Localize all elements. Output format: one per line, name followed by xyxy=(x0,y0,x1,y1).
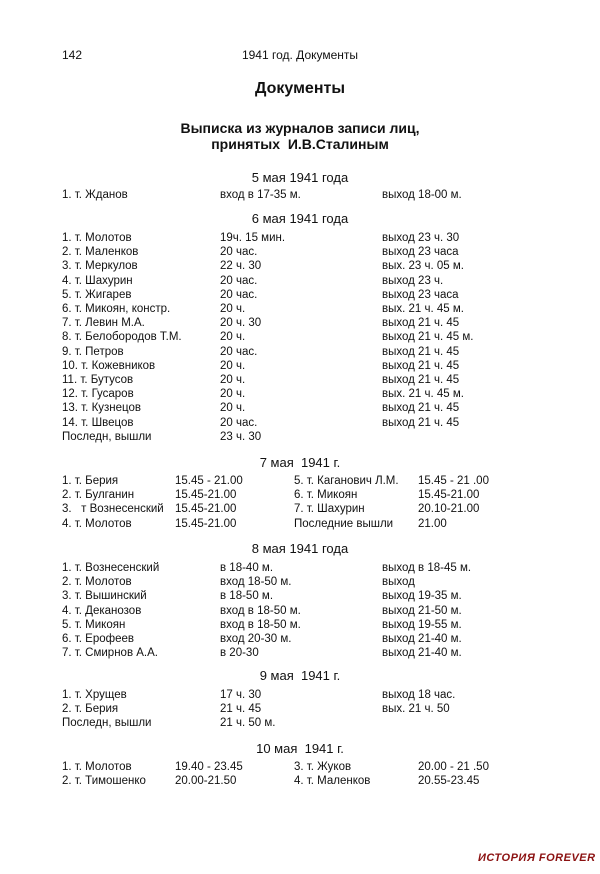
visit-time: 15.45-21.00 xyxy=(418,489,480,502)
running-title: 1941 год. Документы xyxy=(241,48,359,62)
subtitle-line-1: Выписка из журналов записи лиц, xyxy=(180,120,420,136)
visitor-name: 6. т. Микоян, констр. xyxy=(62,303,171,315)
visitor-name: 11. т. Бутусов xyxy=(62,374,134,386)
entry-time: вход в 18-50 м. xyxy=(220,604,301,617)
exit-time: выход 23 ч. 30 xyxy=(382,232,460,244)
visit-row xyxy=(0,488,600,502)
exit-time: выход 21 ч. 45 xyxy=(382,345,460,358)
visit-row xyxy=(0,618,600,632)
entry-time: 20 ч. xyxy=(220,402,246,415)
visitor-name: 2. т. Молотов xyxy=(62,576,132,589)
exit-time: вых. 21 ч. 45 м. xyxy=(382,303,464,315)
visit-row xyxy=(0,688,600,702)
visitor-name: 4. т. Деканозов xyxy=(62,604,142,617)
visitor-name: 1. т. Хрущев xyxy=(62,689,127,701)
visitor-name: 6. т. Микоян xyxy=(294,489,358,502)
entry-time: в 20-30 xyxy=(220,647,259,660)
page-number: 142 xyxy=(62,48,83,62)
visitor-name: 14. т. Швецов xyxy=(62,416,134,429)
visit-row xyxy=(0,502,600,516)
visit-row xyxy=(0,416,600,430)
visitor-name: 3. т Вознесенский xyxy=(62,503,164,516)
exit-time: выход в 18-45 м. xyxy=(382,562,472,574)
visit-row xyxy=(0,604,600,618)
exit-time: выход 21-40 м. xyxy=(382,633,462,645)
visit-row xyxy=(0,231,600,245)
exit-time: выход 21-40 м. xyxy=(382,647,462,660)
visitor-name: 13. т. Кузнецов xyxy=(62,402,141,415)
exit-time: выход xyxy=(382,576,415,589)
entry-time: 20 час. xyxy=(220,416,258,429)
exit-time: вых. 21 ч. 50 xyxy=(382,703,450,716)
document-subtitle xyxy=(0,120,600,152)
visitor-name: Последн, вышли xyxy=(62,430,152,443)
visitor-name: 10. т. Кожевников xyxy=(62,359,156,372)
visitor-name: 8. т. Белобородов Т.М. xyxy=(62,331,182,344)
visitor-name: 1. т. Вознесенский xyxy=(62,562,160,574)
section-date-heading: 6 мая 1941 года xyxy=(251,211,349,226)
visit-row xyxy=(0,302,600,316)
exit-time: выход 21 ч. 45 xyxy=(382,359,460,372)
exit-time: выход 21 ч. 45 xyxy=(382,317,460,330)
visit-time: 15.45-21.00 xyxy=(175,503,237,516)
visit-row xyxy=(0,632,600,646)
visit-row xyxy=(0,274,600,288)
visitor-name: 12. т. Гусаров xyxy=(62,388,134,401)
visit-time: 15.45-21.00 xyxy=(175,489,237,502)
visit-row xyxy=(0,589,600,603)
section-date-heading: 8 мая 1941 года xyxy=(251,541,349,556)
visit-time: 20.00 - 21 .50 xyxy=(418,761,489,773)
visit-row xyxy=(0,774,600,788)
exit-time: выход 18 час. xyxy=(382,689,456,701)
visit-row xyxy=(0,716,600,730)
entry-time: вход 18-50 м. xyxy=(220,576,292,589)
visit-row xyxy=(0,760,600,774)
visitor-name: 4. т. Маленков xyxy=(294,775,371,788)
visitor-name: 4. т. Шахурин xyxy=(62,274,133,287)
entry-time: 20 час. xyxy=(220,246,258,259)
section-date-heading: 7 мая 1941 г. xyxy=(259,455,341,470)
visit-row xyxy=(0,188,600,202)
visitor-name: 7. т. Шахурин xyxy=(294,503,365,516)
exit-time: выход 19-55 м. xyxy=(382,618,462,631)
visitor-name: 5. т. Каганович Л.М. xyxy=(294,475,399,487)
visit-time: 20.10-21.00 xyxy=(418,503,480,516)
entry-time: 21 ч. 45 xyxy=(220,703,262,716)
visit-row xyxy=(0,575,600,589)
visit-row xyxy=(0,702,600,716)
visit-time: 15.45 - 21.00 xyxy=(175,475,243,487)
entry-time: в 18-50 м. xyxy=(220,590,274,603)
entry-time: 20 час. xyxy=(220,274,258,287)
visit-time: 20.00-21.50 xyxy=(175,775,237,788)
entry-time: вход в 17-35 м. xyxy=(220,189,301,201)
entry-time: вход в 18-50 м. xyxy=(220,618,301,631)
entry-time: 20 ч. xyxy=(220,359,246,372)
entry-time: 22 ч. 30 xyxy=(220,260,262,273)
entry-time: в 18-40 м. xyxy=(220,562,274,574)
visitor-name: 1. т. Жданов xyxy=(62,189,128,201)
entry-time: 21 ч. 50 м. xyxy=(220,717,276,730)
publisher-logo: ИСТОРИЯ FOREVER xyxy=(478,852,596,864)
visit-row xyxy=(0,517,600,531)
exit-time: выход 21-50 м. xyxy=(382,604,462,617)
visitor-name: 4. т. Молотов xyxy=(62,517,132,530)
subtitle-line-2: принятых И.В.Сталиным xyxy=(211,136,389,152)
exit-time: выход 19-35 м. xyxy=(382,590,462,603)
page-title: Документы xyxy=(255,80,345,97)
visit-row xyxy=(0,316,600,330)
visit-time: 15.45 - 21 .00 xyxy=(418,475,489,487)
visitor-name: 6. т. Ерофеев xyxy=(62,633,134,645)
section-date-heading: 9 мая 1941 г. xyxy=(259,668,341,683)
visit-time: 19.40 - 23.45 xyxy=(175,761,243,773)
entry-time: 23 ч. 30 xyxy=(220,430,262,443)
visit-row xyxy=(0,359,600,373)
visitor-name: 5. т. Микоян xyxy=(62,618,126,631)
exit-time: выход 23 ч. xyxy=(382,274,444,287)
visitor-name: 7. т. Левин М.А. xyxy=(62,317,145,330)
visit-row xyxy=(0,646,600,660)
visit-row xyxy=(0,561,600,575)
entry-time: 20 час. xyxy=(220,288,258,301)
section-date-heading: 5 мая 1941 года xyxy=(251,170,349,185)
visit-time: 20.55-23.45 xyxy=(418,775,480,788)
visit-row xyxy=(0,330,600,344)
visit-row xyxy=(0,474,600,488)
visitor-name: 2. т. Берия xyxy=(62,703,119,716)
entry-time: 20 ч. xyxy=(220,374,246,386)
visitor-name: 3. т. Жуков xyxy=(294,761,352,773)
exit-time: выход 21 ч. 45 xyxy=(382,402,460,415)
visit-row xyxy=(0,373,600,387)
exit-time: вых. 21 ч. 45 м. xyxy=(382,388,464,401)
exit-time: выход 21 ч. 45 xyxy=(382,374,460,386)
exit-time: выход 23 часа xyxy=(382,246,459,259)
visitor-name: Последние вышли xyxy=(294,517,394,530)
visitor-name: 1. т. Берия xyxy=(62,475,119,487)
visit-row xyxy=(0,401,600,415)
visitor-name: 3. т. Меркулов xyxy=(62,260,138,273)
visit-row xyxy=(0,259,600,273)
visit-row xyxy=(0,245,600,259)
entry-time: 19ч. 15 мин. xyxy=(220,232,286,244)
visit-row xyxy=(0,430,600,444)
visitor-name: Последн, вышли xyxy=(62,717,152,730)
entry-time: вход 20-30 м. xyxy=(220,633,292,645)
entry-time: 20 ч. xyxy=(220,303,246,315)
visitor-name: 3. т. Вышинский xyxy=(62,590,147,603)
visitor-name: 9. т. Петров xyxy=(62,345,124,358)
visit-time: 15.45-21.00 xyxy=(175,517,237,530)
exit-time: выход 23 часа xyxy=(382,288,459,301)
exit-time: выход 21 ч. 45 м. xyxy=(382,331,474,344)
visitor-name: 1. т. Молотов xyxy=(62,761,132,773)
visitor-name: 1. т. Молотов xyxy=(62,232,132,244)
entry-time: 17 ч. 30 xyxy=(220,689,262,701)
visitor-name: 2. т. Тимошенко xyxy=(62,775,146,788)
visit-row xyxy=(0,288,600,302)
section-date-heading: 10 мая 1941 г. xyxy=(256,741,344,756)
entry-time: 20 ч. 30 xyxy=(220,317,262,330)
exit-time: выход 18-00 м. xyxy=(382,189,462,201)
visit-row xyxy=(0,345,600,359)
entry-time: 20 час. xyxy=(220,345,258,358)
visitor-name: 2. т. Маленков xyxy=(62,246,139,259)
entry-time: 20 ч. xyxy=(220,388,246,401)
visit-time: 21.00 xyxy=(418,517,447,530)
exit-time: вых. 23 ч. 05 м. xyxy=(382,260,464,273)
visit-row xyxy=(0,387,600,401)
exit-time: выход 21 ч. 45 xyxy=(382,416,460,429)
visitor-name: 5. т. Жигарев xyxy=(62,288,132,301)
visitor-name: 7. т. Смирнов А.А. xyxy=(62,647,158,660)
visitor-name: 2. т. Булганин xyxy=(62,489,135,502)
entry-time: 20 ч. xyxy=(220,331,246,344)
